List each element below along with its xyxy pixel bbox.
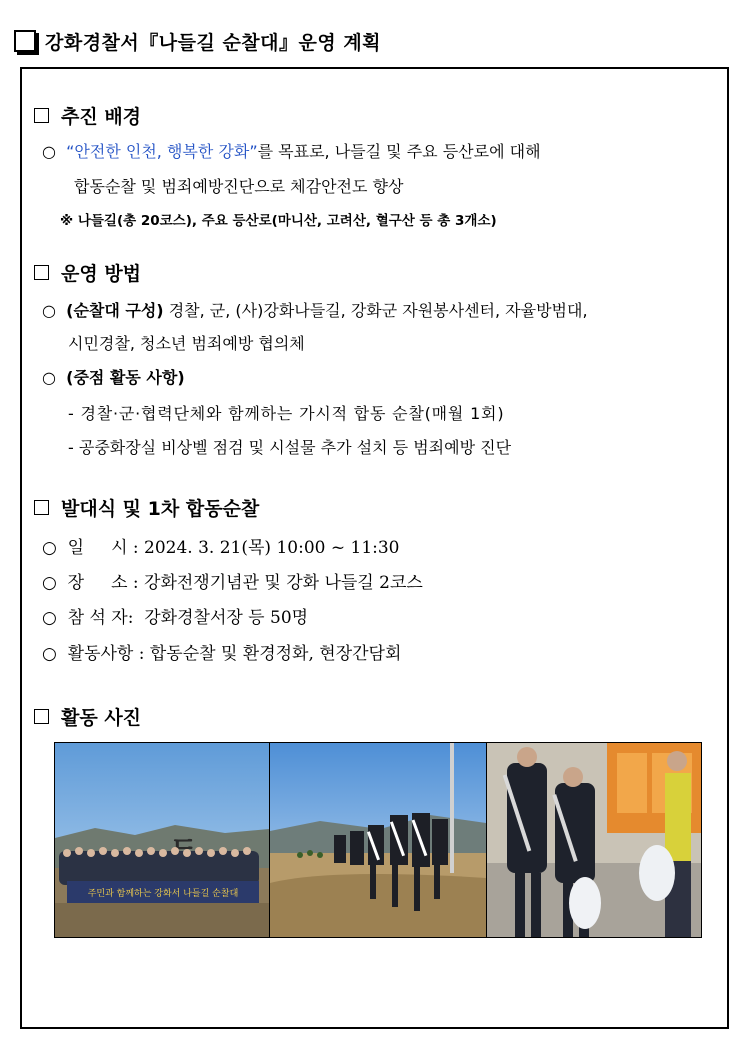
- background-line-2: 합동순찰 및 범죄예방진단으로 체감안전도 향상: [74, 177, 404, 196]
- photo-ceremony: [55, 743, 269, 937]
- background-line-1: ○ “안전한 인천, 행복한 강화”를 목표로, 나들길 및 주요 등산로에 대해: [42, 142, 541, 161]
- checkbox-square-icon: [14, 30, 36, 52]
- slogan-text: “안전한 인천, 행복한 강화”: [66, 142, 258, 161]
- photo-patrol-walk: [269, 743, 487, 937]
- ceremony-activities: ○ 활동사항 : 합동순찰 및 환경정화, 현장간담회: [42, 644, 402, 664]
- section-box-icon: [34, 108, 49, 123]
- background-note: ※ 나들길(총 20코스), 주요 등산로(마니산, 고려산, 혈구산 등 총 3개소): [60, 213, 497, 229]
- method-item-2: ○ (중점 활동 사항): [42, 368, 185, 387]
- document-title: 강화경찰서『나들길 순찰대』운영 계획: [14, 26, 381, 56]
- content-frame: [20, 67, 729, 1029]
- ceremony-date: ○ 일 시 : 2024. 3. 21(목) 10:00 ~ 11:30: [42, 538, 400, 558]
- method-item-1: ○ (순찰대 구성) 경찰, 군, (사)강화나들길, 강화군 자원봉사센터, 자율방범대,: [42, 301, 588, 320]
- activity-photos: [54, 742, 702, 938]
- section-box-icon: [34, 709, 49, 724]
- section-box-icon: [34, 265, 49, 280]
- method-dash-2: - 공중화장실 비상벨 점검 및 시설물 추가 설치 등 범죄예방 진단: [68, 438, 512, 457]
- method-dash-1: - 경찰·군·협력단체와 함께하는 가시적 합동 순찰(매월 1회): [68, 404, 505, 423]
- method-item-1-cont: 시민경찰, 청소년 범죄예방 협의체: [68, 334, 305, 353]
- section-heading-photos: 활동 사진: [34, 703, 141, 730]
- ceremony-place: ○ 장 소 : 강화전쟁기념관 및 강화 나들길 2코스: [42, 573, 423, 593]
- banner-text: 주민과 함께하는 강화서 나들길 순찰대: [87, 889, 239, 899]
- photo-cleanup: [487, 743, 701, 937]
- section-heading-background: 추진 배경: [34, 102, 141, 129]
- section-heading-ceremony: 발대식 및 1차 합동순찰: [34, 494, 259, 521]
- section-heading-method: 운영 방법: [34, 259, 141, 286]
- section-box-icon: [34, 500, 49, 515]
- ceremony-attendees: ○ 참 석 자: 강화경찰서장 등 50명: [42, 608, 309, 628]
